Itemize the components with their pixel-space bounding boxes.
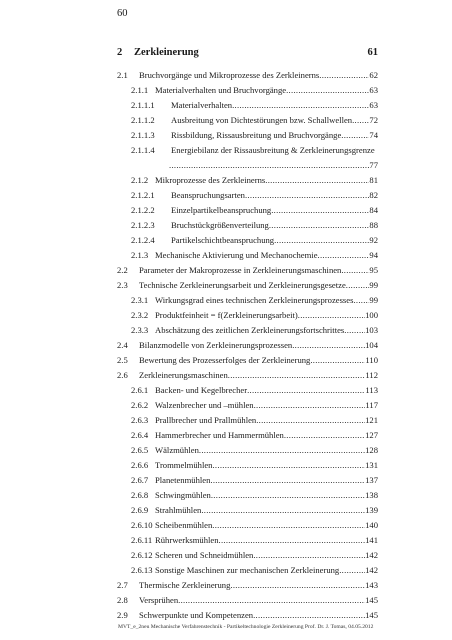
toc-entry-number: 2.6.6 bbox=[131, 460, 149, 470]
toc-leader-dots bbox=[341, 265, 369, 275]
toc-entry-page: 145 bbox=[365, 595, 378, 605]
toc-leader-dots bbox=[201, 505, 365, 515]
toc-leader-dots bbox=[269, 220, 370, 230]
toc-leader-dots bbox=[219, 535, 366, 545]
toc-entry-page: 72 bbox=[369, 115, 378, 125]
toc-entry-page: 82 bbox=[369, 190, 378, 200]
toc-entry bbox=[131, 385, 378, 395]
toc-leader-dots bbox=[339, 565, 365, 575]
toc-entry bbox=[131, 190, 378, 200]
toc-entry-page: 143 bbox=[365, 580, 378, 590]
toc-entry bbox=[131, 460, 378, 470]
toc-entry-title: Technische Zerkleinerungsarbeit und Zerkleinerungsgesetze bbox=[139, 280, 346, 290]
toc-leader-dots bbox=[292, 340, 365, 350]
toc-entry bbox=[131, 505, 378, 515]
toc-entry-title: Parameter der Makroprozesse in Zerkleinerungsmaschinen bbox=[139, 265, 342, 275]
toc-entry-title: Bruchstückgrößenverteilung bbox=[171, 220, 269, 230]
toc-entry-page: 137 bbox=[365, 475, 378, 485]
toc-entry bbox=[117, 580, 378, 590]
toc-entry-number: 2.8 bbox=[117, 595, 128, 605]
toc-leader-dots bbox=[230, 580, 365, 590]
toc-entry bbox=[131, 415, 378, 425]
toc-entry-number: 2.1 bbox=[117, 70, 128, 80]
toc-leader-dots bbox=[310, 355, 365, 365]
toc-entry bbox=[117, 370, 378, 380]
toc-entry-title: Strahlmühlen bbox=[155, 505, 202, 515]
toc-entry-number: 2.7 bbox=[117, 580, 128, 590]
toc-entry bbox=[131, 175, 378, 185]
toc-entry-page: 128 bbox=[365, 445, 378, 455]
toc-entry-number: 2.6.4 bbox=[131, 430, 149, 440]
chapter-number: 2 bbox=[117, 47, 123, 58]
toc-leader-dots bbox=[318, 250, 370, 260]
toc-entry-number: 2.6 bbox=[117, 370, 128, 380]
toc-leader-dots bbox=[265, 175, 369, 185]
toc-leader-dots bbox=[210, 475, 365, 485]
toc-entry bbox=[131, 235, 378, 245]
toc-entry-title: Bewertung des Prozesserfolges der Zerkleinerung bbox=[139, 355, 311, 365]
toc-entry-page: 77 bbox=[369, 160, 378, 170]
toc-entry bbox=[131, 310, 378, 320]
toc-entry-number: 2.3.2 bbox=[131, 310, 149, 320]
toc-entry-title: Rissbildung, Rissausbreitung und Bruchvorgänge bbox=[171, 130, 342, 140]
toc-entry bbox=[131, 550, 378, 560]
toc-entry-number: 2.6.12 bbox=[131, 550, 153, 560]
toc-entry-title: Schwerpunkte und Kompetenzen bbox=[139, 610, 254, 620]
toc-entry bbox=[131, 535, 378, 545]
toc-entry-number: 2.1.2.4 bbox=[131, 235, 155, 245]
toc-entry-number: 2.6.1 bbox=[131, 385, 149, 395]
toc-entry-page: 117 bbox=[365, 400, 378, 410]
toc-entry-number: 2.6.3 bbox=[131, 415, 149, 425]
toc-entry-title: Wälzmühlen bbox=[155, 445, 199, 455]
toc-entry bbox=[131, 295, 378, 305]
toc-entry-title: Zerkleinerungsmaschinen bbox=[139, 370, 228, 380]
toc-entry bbox=[131, 565, 378, 575]
toc-entry-page: 74 bbox=[369, 130, 378, 140]
toc-leader-dots bbox=[346, 280, 370, 290]
toc-entry-page: 140 bbox=[365, 520, 378, 530]
toc-entry-number: 2.9 bbox=[117, 610, 128, 620]
toc-leader-dots bbox=[352, 115, 369, 125]
toc-leader-dots bbox=[253, 550, 365, 560]
toc-entry-page: 84 bbox=[369, 205, 378, 215]
toc-leader-dots bbox=[253, 610, 365, 620]
toc-entry bbox=[131, 445, 378, 455]
toc-leader-dots bbox=[169, 160, 369, 170]
toc-entry-number: 2.1.1.3 bbox=[131, 130, 155, 140]
toc-leader-dots bbox=[212, 460, 365, 470]
toc-entry-title: Partikelschichtbeanspruchung bbox=[171, 235, 275, 245]
toc-entry-number: 2.1.1.2 bbox=[131, 115, 155, 125]
toc-leader-dots bbox=[247, 385, 365, 395]
toc-entry bbox=[131, 325, 378, 335]
toc-entry bbox=[131, 100, 378, 110]
toc-entry-title: Sonstige Maschinen zur mechanischen Zerkleinerung bbox=[155, 565, 340, 575]
toc-leader-dots bbox=[228, 370, 366, 380]
toc-entry-number: 2.6.8 bbox=[131, 490, 149, 500]
toc-entry bbox=[131, 220, 378, 230]
toc-entry-page: 99 bbox=[369, 280, 378, 290]
toc-entry-number: 2.6.2 bbox=[131, 400, 149, 410]
toc-entry-title: Bruchvorgänge und Mikroprozesse des Zerkleinerns bbox=[139, 70, 320, 80]
toc-entry bbox=[131, 475, 378, 485]
toc-entry-number: 2.1.1.4 bbox=[131, 145, 155, 155]
toc-entry-number: 2.3 bbox=[117, 280, 128, 290]
toc-entry-title: Einzelpartikelbeanspruchung bbox=[171, 205, 272, 215]
chapter-page: 61 bbox=[367, 47, 378, 58]
chapter-heading bbox=[117, 47, 378, 58]
toc-entry-title: Bilanzmodelle von Zerkleinerungsprozessen bbox=[139, 340, 293, 350]
toc-entry-title: Planetenmühlen bbox=[155, 475, 211, 485]
toc-entry-number: 2.3.3 bbox=[131, 325, 149, 335]
toc-entry-number: 2.4 bbox=[117, 340, 128, 350]
toc-entry-page: 92 bbox=[369, 235, 378, 245]
toc-entry-number: 2.6.10 bbox=[131, 520, 153, 530]
toc-entry-number: 2.2 bbox=[117, 265, 128, 275]
toc-leader-dots bbox=[256, 415, 365, 425]
toc-entry-number: 2.6.5 bbox=[131, 445, 149, 455]
toc-entry-number: 2.6.7 bbox=[131, 475, 149, 485]
toc-entry-title: Abschätzung des zeitlichen Zerkleinerungsfortschrittes bbox=[155, 325, 345, 335]
toc-entry bbox=[131, 490, 378, 500]
toc-entry-title: Mechanische Aktivierung und Mechanochemie bbox=[155, 250, 318, 260]
toc-entry-number: 2.6.13 bbox=[131, 565, 153, 575]
toc-entry bbox=[131, 430, 378, 440]
toc-entry-page: 88 bbox=[369, 220, 378, 230]
toc-entry-title: Backen- und Kegelbrecher bbox=[155, 385, 248, 395]
toc-entry bbox=[169, 160, 378, 170]
toc-entry-title: Mikroprozesse des Zerkleinerns bbox=[155, 175, 266, 185]
toc-entry-title: Versprühen bbox=[139, 595, 179, 605]
toc-entry-page: 110 bbox=[365, 355, 378, 365]
toc-entry bbox=[131, 250, 378, 260]
toc-entry-number: 2.6.11 bbox=[131, 535, 153, 545]
toc-entry bbox=[131, 145, 378, 155]
toc-entry-page: 145 bbox=[365, 610, 378, 620]
toc-entry-page: 127 bbox=[365, 430, 378, 440]
toc-entry-number: 2.1.2.3 bbox=[131, 220, 155, 230]
toc-leader-dots bbox=[298, 310, 365, 320]
toc-entry-number: 2.1.3 bbox=[131, 250, 149, 260]
toc-entry bbox=[117, 280, 378, 290]
toc-leader-dots bbox=[344, 325, 365, 335]
toc-entry-page: 121 bbox=[365, 415, 378, 425]
toc-entry bbox=[117, 595, 378, 605]
toc-leader-dots bbox=[212, 520, 365, 530]
toc-leader-dots bbox=[341, 130, 369, 140]
toc-entry-page: 81 bbox=[369, 175, 378, 185]
toc-leader-dots bbox=[274, 235, 369, 245]
toc-entry-number: 2.1.1 bbox=[131, 85, 149, 95]
toc-entry bbox=[131, 520, 378, 530]
toc-entry bbox=[131, 130, 378, 140]
footer: MVT_e_2neu Mechanische Verfahrenstechnik - Partikeltechnologie Zerkleinerung Prof. Dr. J. Tomas, 04.05.2012 bbox=[118, 624, 374, 630]
toc-entry-page: 63 bbox=[369, 85, 378, 95]
toc-leader-dots bbox=[232, 100, 369, 110]
toc-entry-number: 2.6.9 bbox=[131, 505, 149, 515]
toc-entry-title: Trommelmühlen bbox=[155, 460, 213, 470]
toc-entry-page: 94 bbox=[369, 250, 378, 260]
toc-entry-page: 104 bbox=[365, 340, 378, 350]
toc-entry-title: Ausbreitung von Dichtestörungen bzw. Schallwellen bbox=[171, 115, 353, 125]
toc-entry-page: 141 bbox=[365, 535, 378, 545]
toc-entry-page: 139 bbox=[365, 505, 378, 515]
toc-entry-number: 2.1.2.2 bbox=[131, 205, 155, 215]
toc-entry-page: 103 bbox=[365, 325, 378, 335]
toc-entry bbox=[117, 265, 378, 275]
toc-entry-number: 2.1.1.1 bbox=[131, 100, 155, 110]
toc-leader-dots bbox=[353, 295, 369, 305]
chapter-title: Zerkleinerung bbox=[134, 47, 199, 58]
toc-leader-dots bbox=[211, 490, 365, 500]
toc-entry-title: Prallbrecher und Prallmühlen bbox=[155, 415, 257, 425]
toc-entry-page: 112 bbox=[365, 370, 378, 380]
toc-entry bbox=[117, 70, 378, 80]
toc-entry-title: Materialverhalten bbox=[171, 100, 233, 110]
toc-entry-title: Energiebilanz der Rissausbreitung & Zerkleinerungsgrenze bbox=[171, 145, 375, 155]
toc-entry-page: 142 bbox=[365, 550, 378, 560]
toc-leader-dots bbox=[178, 595, 365, 605]
page-number: 60 bbox=[117, 8, 128, 19]
toc-entry-page: 131 bbox=[365, 460, 378, 470]
toc-entry bbox=[131, 400, 378, 410]
toc-leader-dots bbox=[286, 85, 369, 95]
toc-entry-page: 100 bbox=[365, 310, 378, 320]
toc-entry-title: Scheibenmühlen bbox=[155, 520, 213, 530]
toc-leader-dots bbox=[245, 190, 369, 200]
toc-entry-number: 2.1.2.1 bbox=[131, 190, 155, 200]
toc-entry bbox=[117, 340, 378, 350]
toc-entry-title: Wirkungsgrad eines technischen Zerkleinerungsprozesses bbox=[155, 295, 354, 305]
toc-entry-title: Rührwerksmühlen bbox=[155, 535, 219, 545]
toc-entry-title: Schwingmühlen bbox=[155, 490, 211, 500]
toc-entry-title: Produktfeinheit = f(Zerkleinerungsarbeit) bbox=[155, 310, 298, 320]
toc-leader-dots bbox=[199, 445, 365, 455]
toc-leader-dots bbox=[284, 430, 365, 440]
toc-leader-dots bbox=[254, 400, 366, 410]
toc-entry-title: Hammerbrecher und Hammermühlen bbox=[155, 430, 284, 440]
toc-entry-title: Thermische Zerkleinerung bbox=[139, 580, 231, 590]
toc-entry-page: 138 bbox=[365, 490, 378, 500]
toc-leader-dots bbox=[271, 205, 369, 215]
toc-entry bbox=[131, 205, 378, 215]
toc-entry-title: Scheren und Schneidmühlen bbox=[155, 550, 254, 560]
toc-leader-dots bbox=[319, 70, 369, 80]
toc-entry-page: 62 bbox=[369, 70, 378, 80]
toc-entry bbox=[131, 115, 378, 125]
toc-entry-page: 99 bbox=[369, 295, 378, 305]
toc-entry-number: 2.5 bbox=[117, 355, 128, 365]
toc-entry-page: 95 bbox=[369, 265, 378, 275]
toc-entry-title: Walzenbrecher und –mühlen bbox=[155, 400, 254, 410]
toc-entry bbox=[131, 85, 378, 95]
toc-entry-number: 2.3.1 bbox=[131, 295, 149, 305]
toc-entry bbox=[117, 610, 378, 620]
toc-entry-page: 113 bbox=[365, 385, 378, 395]
toc-entry-title: Beanspruchungsarten bbox=[171, 190, 245, 200]
toc-entry-page: 63 bbox=[369, 100, 378, 110]
toc-entry-title: Materialverhalten und Bruchvorgänge bbox=[155, 85, 287, 95]
toc-entry-page: 142 bbox=[365, 565, 378, 575]
toc-entry bbox=[117, 355, 378, 365]
toc-entry-number: 2.1.2 bbox=[131, 175, 149, 185]
